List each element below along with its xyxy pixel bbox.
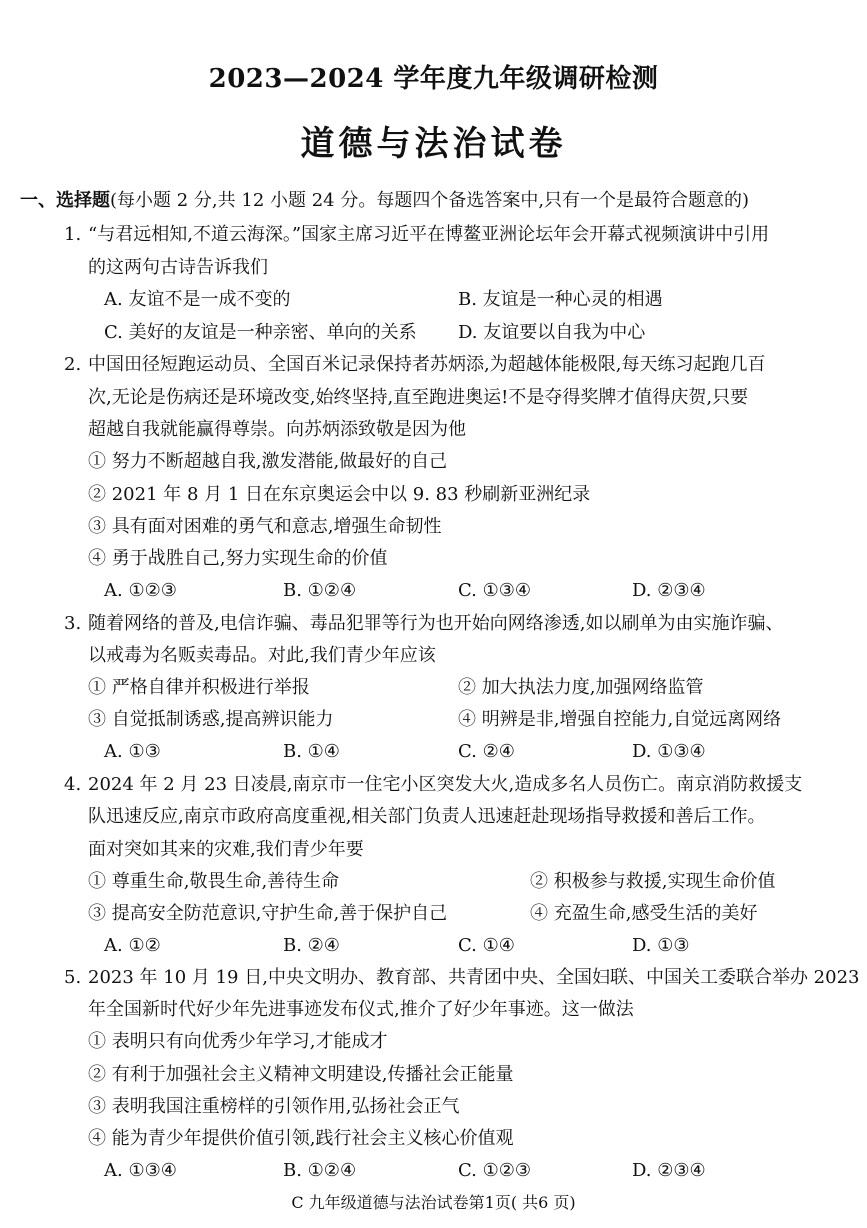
question-4-text-line: 队迅速反应,南京市政府高度重视,相关部门负责人迅速赶赴现场指导救援和善后工作。 (88, 806, 766, 827)
question-2-option-a: A. ①②③ (104, 580, 177, 601)
question-5-statement-4: ④ 能为青少年提供价值引领,践行社会主义核心价值观 (88, 1128, 514, 1149)
question-5-text-line: 2023 年 10 月 19 日,中央文明办、教育部、共青团中央、全国妇联、中国关工委联合举办 2023 (88, 967, 860, 988)
question-2-statement-4: ④ 勇于战胜自己,努力实现生命的价值 (88, 548, 388, 569)
question-3-statement-3: ③ 自觉抵制诱惑,提高辨识能力 (88, 709, 334, 730)
question-4-statement-3: ③ 提高安全防范意识,守护生命,善于保护自己 (88, 903, 448, 924)
question-5-option-b: B. ①②④ (283, 1160, 357, 1181)
question-3-option-a: A. ①③ (104, 741, 161, 762)
page-footer: C 九年级道德与法治试卷第1页( 共6 页) (291, 1193, 576, 1212)
question-3-text-line: 以戒毒为名贩卖毒品。对此,我们青少年应该 (88, 645, 436, 666)
question-1-text-line: 的这两句古诗告诉我们 (88, 257, 268, 278)
question-2-option-d: D. ②③④ (632, 580, 706, 601)
question-2-option-b: B. ①②④ (283, 580, 357, 601)
question-3-statement-2: ② 加大执法力度,加强网络监管 (458, 677, 704, 698)
question-2-option-c: C. ①③④ (458, 580, 531, 601)
exam-title: 2023—2024 学年度九年级调研检测 (208, 64, 659, 94)
question-1-option-a: A. 友谊不是一成不变的 (104, 289, 291, 310)
question-1-number: 1. (64, 224, 82, 245)
question-2-text-line: 超越自我就能赢得尊崇。向苏炳添致敬是因为他 (88, 419, 466, 440)
section-instruction: (每小题 2 分,共 12 小题 24 分。每题四个备选答案中,只有一个是最符合题意的) (110, 190, 750, 211)
question-3-option-b: B. ①④ (283, 741, 340, 762)
question-4-option-c: C. ①④ (458, 935, 515, 956)
question-4-statement-1: ① 尊重生命,敬畏生命,善待生命 (88, 871, 340, 892)
question-4-option-b: B. ②④ (283, 935, 340, 956)
question-3-text-line: 随着网络的普及,电信诈骗、毒品犯罪等行为也开始向网络渗透,如以刷单为由实施诈骗、 (88, 613, 784, 634)
question-2-statement-3: ③ 具有面对困难的勇气和意志,增强生命韧性 (88, 516, 442, 537)
question-5-option-a: A. ①③④ (104, 1160, 177, 1181)
question-5-number: 5. (64, 967, 82, 988)
question-3-option-d: D. ①③④ (632, 741, 706, 762)
question-3-option-c: C. ②④ (458, 741, 515, 762)
question-1-text-line: “与君远相知,不道云海深。”国家主席习近平在博鳌亚洲论坛年会开幕式视频演讲中引用 (88, 224, 770, 245)
question-3-statement-1: ① 严格自律并积极进行举报 (88, 677, 310, 698)
question-4-text-line: 面对突如其来的灾难,我们青少年要 (88, 839, 364, 860)
question-5-text-line: 年全国新时代好少年先进事迹发布仪式,推介了好少年事迹。这一做法 (88, 999, 634, 1020)
question-5-option-d: D. ②③④ (632, 1160, 706, 1181)
question-2-number: 2. (64, 354, 82, 375)
question-5-statement-1: ① 表明只有向优秀少年学习,才能成才 (88, 1031, 388, 1052)
question-2-text-line: 次,无论是伤病还是环境改变,始终坚持,直至跑进奥运!不是夺得奖牌才值得庆贺,只要 (88, 387, 749, 408)
question-5-option-c: C. ①②③ (458, 1160, 531, 1181)
question-2-statement-2: ② 2021 年 8 月 1 日在东京奥运会中以 9. 83 秒刷新亚洲纪录 (88, 484, 591, 505)
question-4-number: 4. (64, 774, 82, 795)
question-3-number: 3. (64, 613, 82, 634)
question-4-statement-4: ④ 充盈生命,感受生活的美好 (530, 903, 758, 924)
exam-subject: 道德与法治试卷 (300, 124, 567, 164)
section-heading-line (20, 189, 749, 213)
question-4-option-d: D. ①③ (632, 935, 690, 956)
question-5-statement-2: ② 有利于加强社会主义精神文明建设,传播社会正能量 (88, 1064, 514, 1085)
question-1-option-c: C. 美好的友谊是一种亲密、单向的关系 (104, 322, 417, 343)
question-1-option-d: D. 友谊要以自我为中心 (458, 322, 646, 343)
question-1-option-b: B. 友谊是一种心灵的相遇 (458, 289, 663, 310)
question-4-statement-2: ② 积极参与救援,实现生命价值 (530, 871, 776, 892)
question-4-text-line: 2024 年 2 月 23 日凌晨,南京市一住宅小区突发大火,造成多名人员伤亡。南京消防救援支 (88, 774, 803, 795)
question-4-option-a: A. ①② (104, 935, 161, 956)
question-3-statement-4: ④ 明辨是非,增强自控能力,自觉远离网络 (458, 709, 782, 730)
question-2-text-line: 中国田径短跑运动员、全国百米记录保持者苏炳添,为超越体能极限,每天练习起跑几百 (88, 354, 766, 375)
question-2-statement-1: ① 努力不断超越自我,激发潜能,做最好的自己 (88, 451, 448, 472)
question-5-statement-3: ③ 表明我国注重榜样的引领作用,弘扬社会正气 (88, 1096, 460, 1117)
section-heading: 一、选择题 (20, 190, 110, 211)
